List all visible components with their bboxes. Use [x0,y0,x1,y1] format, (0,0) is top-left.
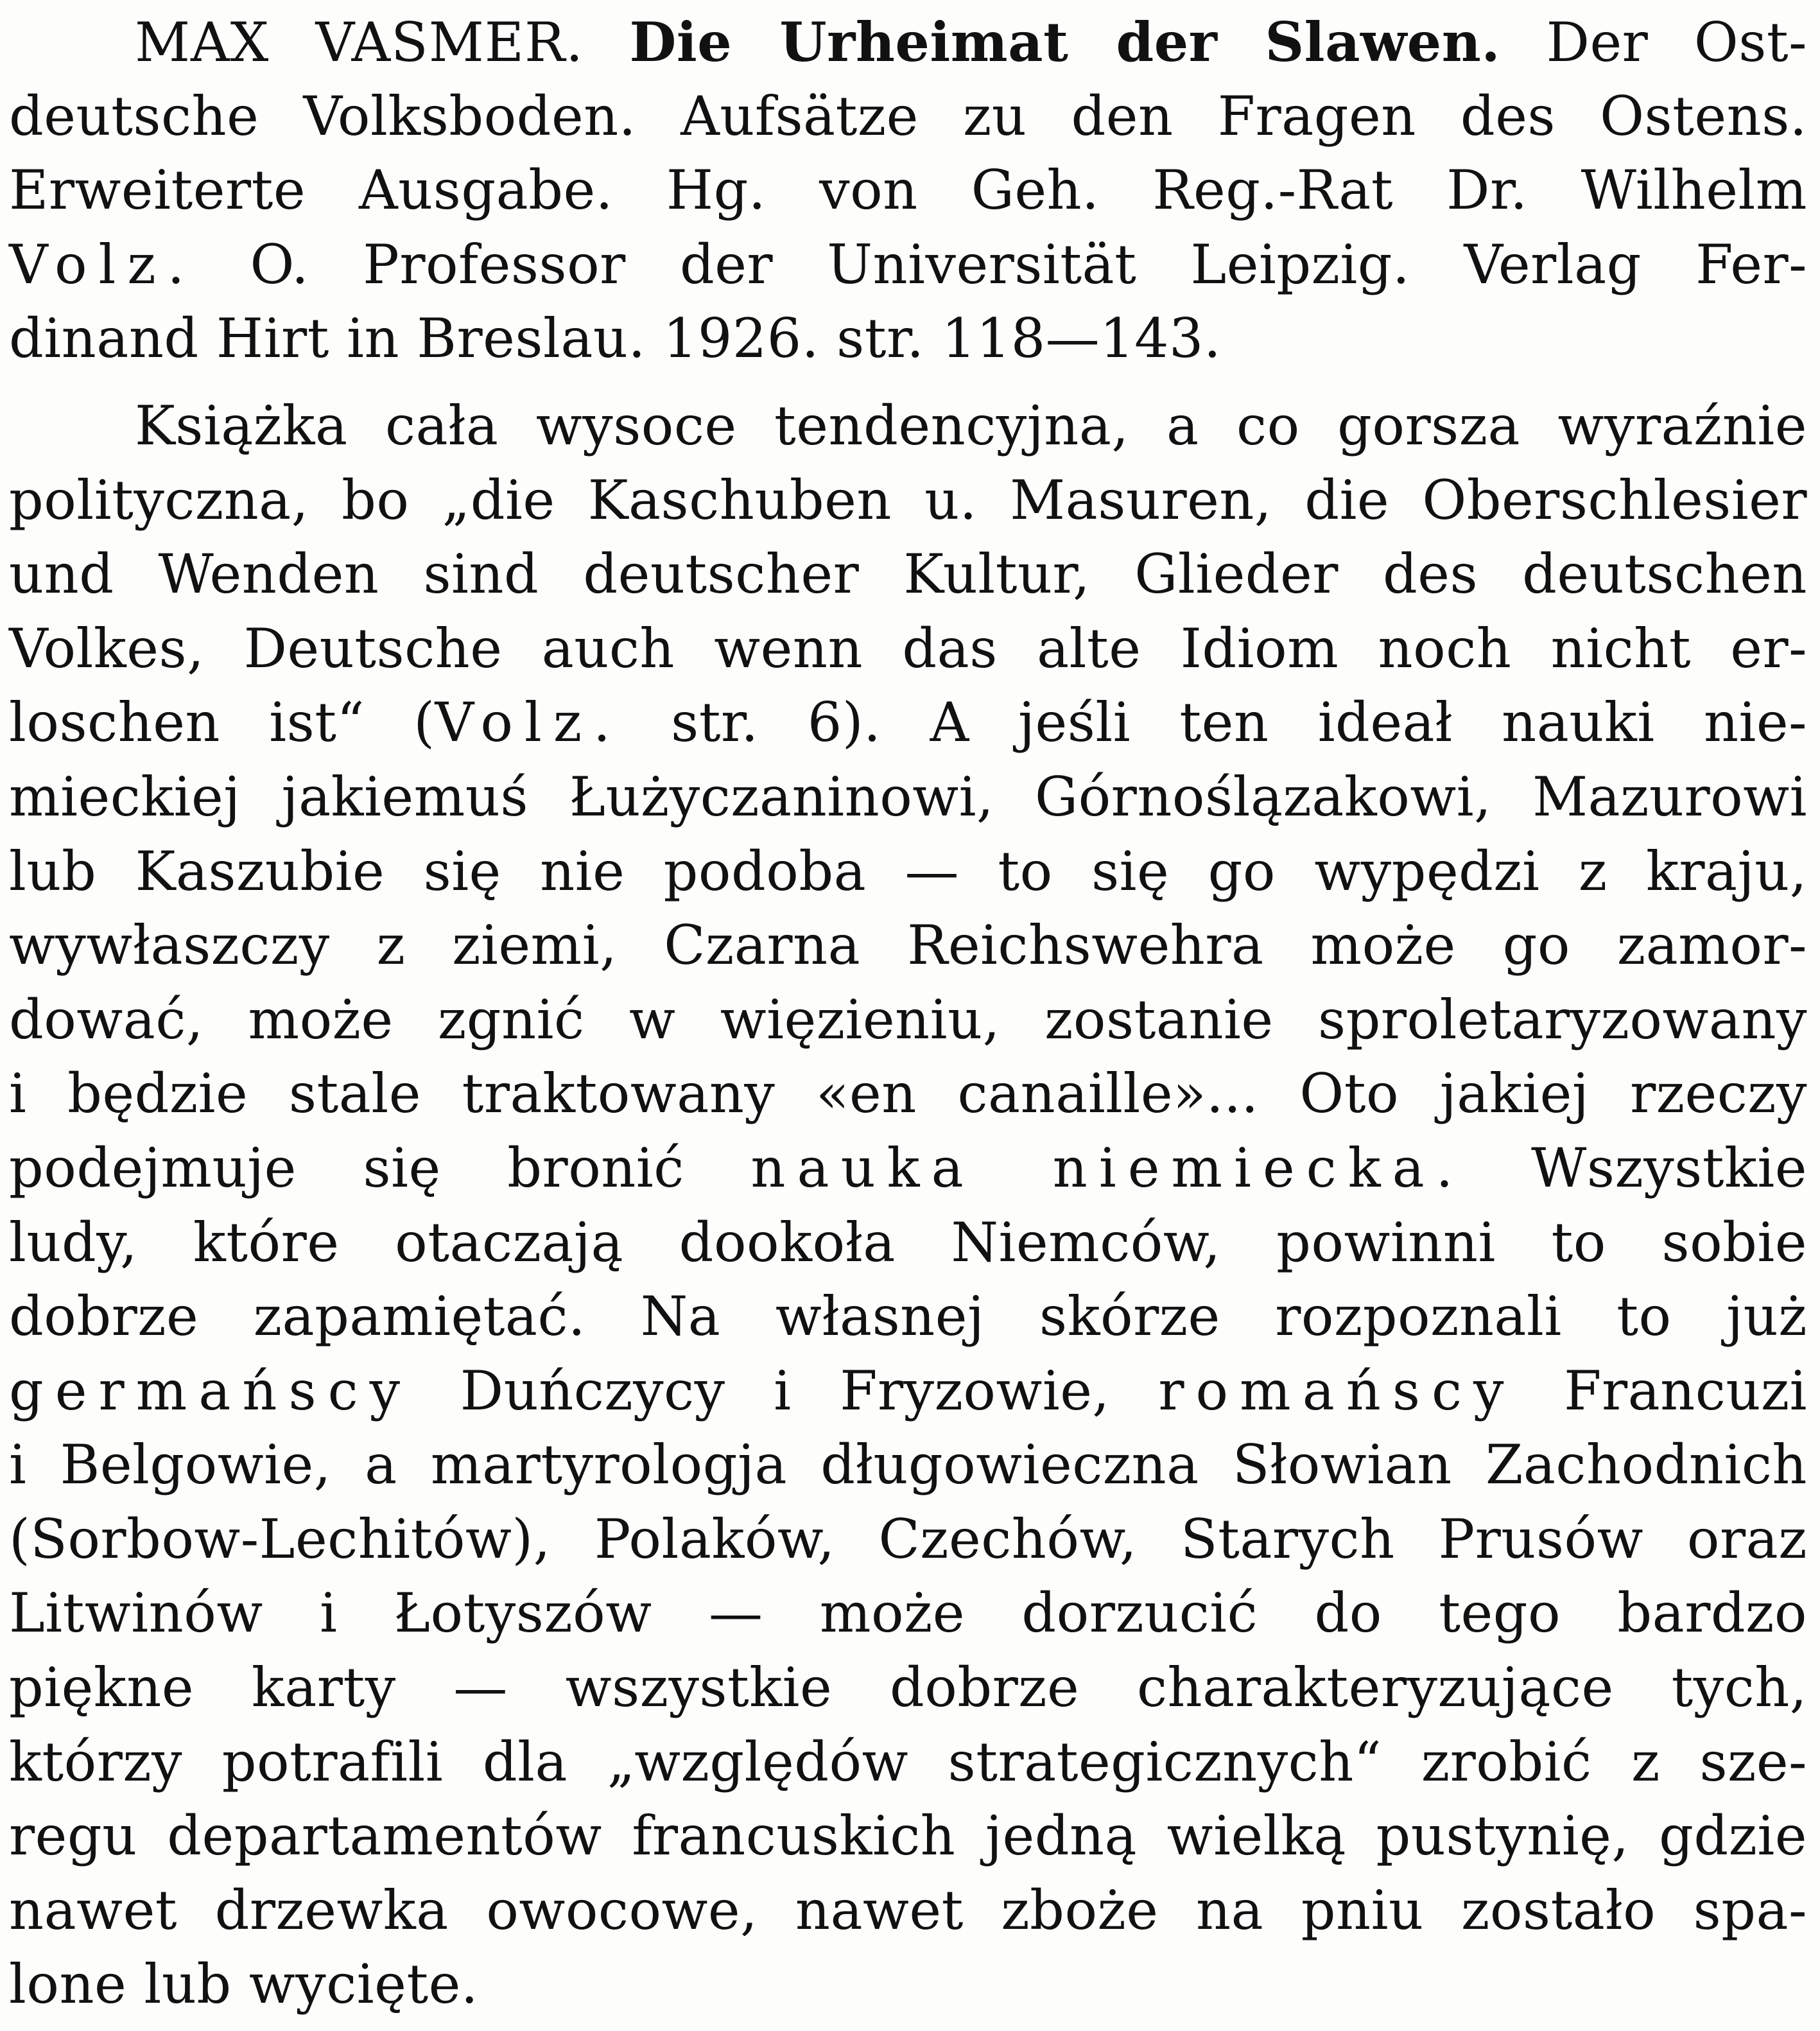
body-line-9: dować, może zgnić w więzieniu, zostanie sproletaryzowany [9,988,1807,1051]
body-line-22: lone lub wycięte. [9,1953,479,2016]
paragraph-gap [9,376,1807,389]
body-line-11 [9,1131,1807,1206]
reviewed-title: Die Urheimat der Slawen. [629,10,1501,74]
body-line-5-pre: loschen ist“ ( [9,691,435,754]
body-line-14-mid: Duńczycy i Fryzowie, [460,1359,1110,1422]
body-line-6: mieckiej jakiemuś Łużyczaninowi, Górnoślązakowi, Mazurowi [9,765,1807,828]
header-line-1-rest: Der Ost- [1546,11,1808,74]
body-line-11-post: Wszystkie [1531,1136,1807,1199]
body-line-1: Książka cała wysoce tendencyjna, a co gorsza wyraźnie [135,394,1807,457]
body-line-15: i Belgowie, a martyrologja długowieczna Słowian Zachodnich [9,1433,1807,1497]
body-line-4: Volkes, Deutsche auch wenn das alte Idiom noch nicht er- [9,616,1807,680]
header-line-5: dinand Hirt in Breslau. 1926. str. 118—143. [9,307,1222,370]
body-line-14-post: Francuzi [1564,1359,1808,1422]
body-line-13: dobrze zapamiętać. Na własnej skórze rozpoznali to już [9,1285,1807,1348]
header-line-2: deutsche Volksboden. Aufsätze zu den Fragen des Ostens. [9,84,1807,148]
header-line-4-rest: O. Professor der Universität Leipzig. Verlag Fer- [250,232,1808,296]
body-line-2: polityczna, bo „die Kaschuben u. Masuren, die Oberschlesier [9,468,1807,532]
body-line-14 [9,1354,1807,1429]
header-line-3: Erweiterte Ausgabe. Hg. von Geh. Reg.-Rat Dr. Wilhelm [9,159,1807,222]
body-line-20: regu departamentów francuskich jedną wielką pustynię, gdzie [9,1804,1807,1868]
header-line-4 [9,228,1807,302]
editor-name-spaced: Volz. [9,232,196,296]
review-author: MAX VASMER. [135,11,584,74]
body-line-5 [9,686,1807,760]
body-line-5-post: str. 6). A jeśli ten ideał nauki nie- [671,691,1807,754]
body-line-17: Litwinów i Łotyszów — może dorzucić do tego bardzo [9,1582,1807,1645]
header-line-1 [9,5,1807,80]
emphasis-germanscy: germańscy [9,1359,412,1422]
body-line-19: którzy potrafili dla „względów strategicznych“ zrobić z sze- [9,1730,1807,1793]
body-line-16: (Sorbow-Lechitów), Polaków, Czechów, Starych Prusów oraz [9,1507,1807,1571]
body-line-12: ludy, które otaczają dookoła Niemców, powinni to sobie [9,1210,1807,1274]
body-line-10: i będzie stale traktowany «en canaille»... Oto jakiej rzeczy [9,1062,1807,1126]
body-line-11-pre: podejmuje się bronić [9,1136,684,1199]
body-line-8: wywłaszczy z ziemi, Czarna Reichswehra może go zamor- [9,914,1807,977]
citation-volz-spaced: Volz. [435,691,622,754]
body-line-3: und Wenden sind deutscher Kultur, Glieder des deutschen [9,543,1807,606]
body-line-7: lub Kaszubie się nie podoba — to się go wypędzi z kraju, [9,839,1807,903]
body-line-18: piękne karty — wszystkie dobrze charakteryzujące tych, [9,1656,1807,1720]
emphasis-romanscy: romańscy [1158,1359,1516,1422]
body-line-21: nawet drzewka owocowe, nawet zboże na pniu zostało spa- [9,1878,1807,1942]
emphasis-nauka-niemiecka: nauka niemiecka. [750,1136,1465,1199]
